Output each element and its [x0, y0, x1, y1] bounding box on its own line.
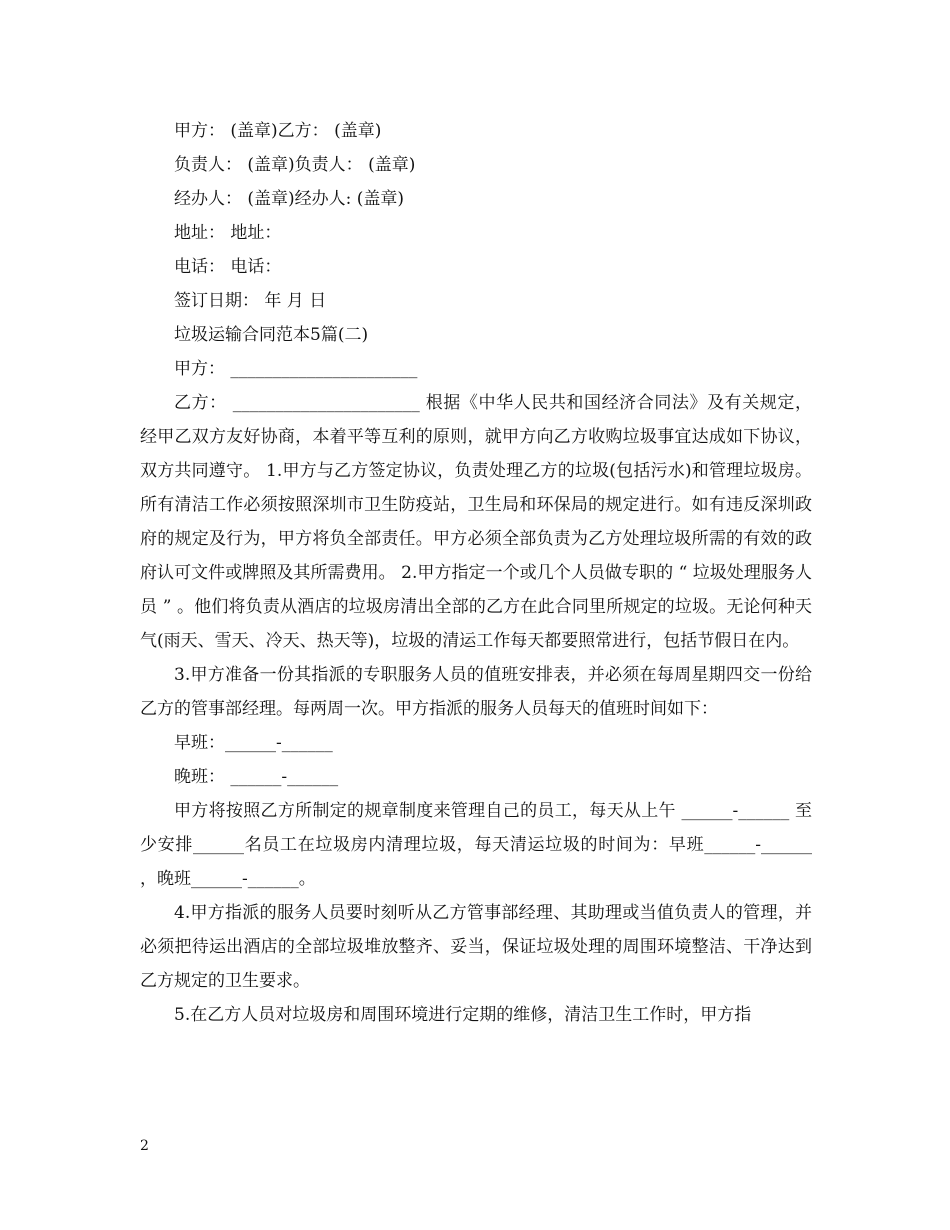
paragraph-phone: 电话： 电话：: [174, 257, 282, 277]
paragraph-sign-date: 签订日期： 年 月 日: [174, 291, 327, 311]
paragraph-clause-4: 4.甲方指派的服务人员要时刻听从乙方管事部经理、其助理或当值负责人的管理，并必须把待运出酒店的全部垃圾堆放整齐、妥当，保证垃圾处理的周围环境整洁、干净达到乙方规定的卫生要求。: [140, 903, 812, 991]
paragraph-party-b-terms: 乙方： ______________________ 根据《中华人民共和国经济合同法》及有关规定，经甲乙双方友好协商，本着平等互利的原则，就甲方向乙方收购垃圾事宜达成如下协议，双方共同遵守。 1.甲方与乙方签定协议，负责处理乙方的垃圾(包括污水)和管理垃圾房。所有清洁工作必须按照深圳市卫生防疫站，卫生局和环保局的规定进行。如有违反深圳政府的规定及行为，甲方将负全部责任。甲方必须全部负责为乙方处理垃圾所需的有效的政府认可文件或牌照及其所需费用。 2.甲方指定一个或几个人员做专职的 “ 垃圾处理服务人员 ” 。他们将负责从酒店的垃圾房清出全部的乙方在此合同里所规定的垃圾。无论何种天气(雨天、雪天、冷天、热天等)，垃圾的清运工作每天都要照常进行，包括节假日在内。: [140, 393, 812, 651]
page-number: 2: [140, 1138, 149, 1154]
paragraph-evening-shift: 晚班： ______-______: [174, 767, 339, 787]
paragraph-signature-responsible: 负责人： (盖章)负责人： (盖章): [174, 155, 416, 175]
document-body: [140, 114, 812, 1032]
paragraph-clause-3: 3.甲方准备一份其指派的专职服务人员的值班安排表，并必须在每周星期四交一份给乙方的管事部经理。每两周一次。甲方指派的服务人员每天的值班时间如下：: [140, 665, 812, 719]
paragraph-party-a: 甲方： ______________________: [174, 359, 418, 379]
paragraph-signature-party: 甲方： (盖章)乙方： (盖章): [174, 121, 382, 141]
paragraph-clause-5: 5.在乙方人员对垃圾房和周围环境进行定期的维修，清洁卫生工作时，甲方指: [174, 1005, 752, 1025]
paragraph-signature-handler: 经办人： (盖章)经办人: (盖章): [174, 189, 405, 209]
paragraph-morning-shift: 早班：______-______: [174, 733, 333, 753]
paragraph-address: 地址： 地址：: [174, 223, 282, 243]
paragraph-staff-management: 甲方将按照乙方所制定的规章制度来管理自己的员工，每天从上午 ______-______ 至少安排______名员工在垃圾房内清理垃圾，每天清运垃圾的时间为：早班______-______ ，晚班______-______。: [140, 801, 812, 889]
section-title: 垃圾运输合同范本5篇(二): [174, 325, 369, 345]
